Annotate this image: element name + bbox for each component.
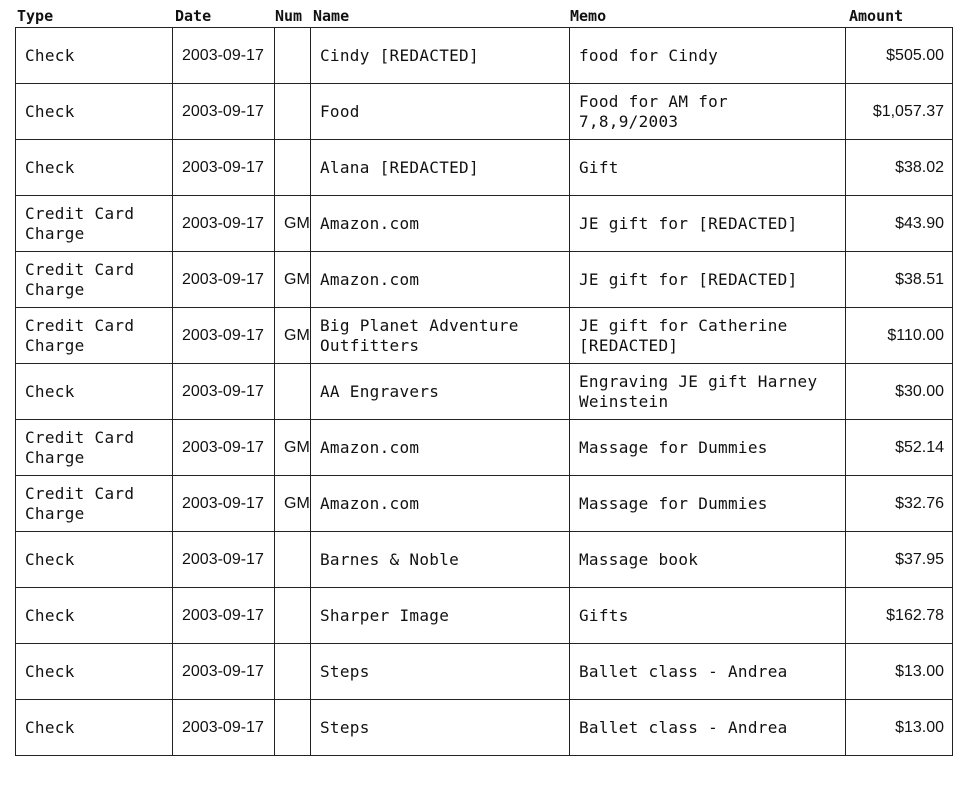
amount-cell: $30.00 xyxy=(846,364,953,420)
table-row xyxy=(16,308,953,364)
name-cell: Amazon.com xyxy=(311,196,570,252)
memo-cell: JE gift for [REDACTED] xyxy=(570,196,846,252)
memo-cell: Gift xyxy=(570,140,846,196)
num-cell xyxy=(275,28,311,84)
type-cell: Check xyxy=(16,532,173,588)
type-cell: Check xyxy=(16,364,173,420)
memo-cell: Ballet class - Andrea xyxy=(570,644,846,700)
table-row xyxy=(16,420,953,476)
date-cell: 2003-09-17 xyxy=(173,364,275,420)
num-cell: GM xyxy=(275,196,311,252)
date-cell: 2003-09-17 xyxy=(173,252,275,308)
num-cell xyxy=(275,532,311,588)
table-row xyxy=(16,644,953,700)
type-cell: Check xyxy=(16,644,173,700)
memo-cell: Ballet class - Andrea xyxy=(570,700,846,756)
table-row xyxy=(16,532,953,588)
amount-cell: $1,057.37 xyxy=(846,84,953,140)
num-cell xyxy=(275,84,311,140)
name-cell: Cindy [REDACTED] xyxy=(311,28,570,84)
num-cell xyxy=(275,588,311,644)
memo-cell: JE gift for Catherine [REDACTED] xyxy=(570,308,846,364)
name-cell: Big Planet Adventure Outfitters xyxy=(311,308,570,364)
memo-cell: Massage for Dummies xyxy=(570,420,846,476)
num-cell: GM xyxy=(275,308,311,364)
memo-cell: Food for AM for 7,8,9/2003 xyxy=(570,84,846,140)
num-cell: GM xyxy=(275,476,311,532)
name-cell: Steps xyxy=(311,644,570,700)
num-cell: GM xyxy=(275,420,311,476)
amount-cell: $38.02 xyxy=(846,140,953,196)
table-row xyxy=(16,476,953,532)
type-cell: Check xyxy=(16,84,173,140)
type-cell: Check xyxy=(16,140,173,196)
name-cell: Amazon.com xyxy=(311,252,570,308)
amount-cell: $52.14 xyxy=(846,420,953,476)
name-cell: Steps xyxy=(311,700,570,756)
amount-cell: $32.76 xyxy=(846,476,953,532)
column-header-date: Date xyxy=(175,7,212,25)
table-row xyxy=(16,196,953,252)
name-cell: Sharper Image xyxy=(311,588,570,644)
column-header-amount: Amount xyxy=(849,7,904,25)
type-cell: Check xyxy=(16,28,173,84)
memo-cell: JE gift for [REDACTED] xyxy=(570,252,846,308)
table-row xyxy=(16,252,953,308)
type-cell: Credit Card Charge xyxy=(16,196,173,252)
num-cell xyxy=(275,364,311,420)
date-cell: 2003-09-17 xyxy=(173,84,275,140)
name-cell: Amazon.com xyxy=(311,420,570,476)
column-header-memo: Memo xyxy=(570,7,607,25)
date-cell: 2003-09-17 xyxy=(173,140,275,196)
amount-cell: $110.00 xyxy=(846,308,953,364)
name-cell: Amazon.com xyxy=(311,476,570,532)
date-cell: 2003-09-17 xyxy=(173,308,275,364)
table-row xyxy=(16,84,953,140)
table-row xyxy=(16,140,953,196)
table-row xyxy=(16,588,953,644)
amount-cell: $43.90 xyxy=(846,196,953,252)
date-cell: 2003-09-17 xyxy=(173,420,275,476)
memo-cell: Massage for Dummies xyxy=(570,476,846,532)
date-cell: 2003-09-17 xyxy=(173,644,275,700)
table-row xyxy=(16,700,953,756)
amount-cell: $38.51 xyxy=(846,252,953,308)
memo-cell: food for Cindy xyxy=(570,28,846,84)
type-cell: Check xyxy=(16,700,173,756)
memo-cell: Massage book xyxy=(570,532,846,588)
table-row xyxy=(16,28,953,84)
column-header-type: Type xyxy=(17,7,54,25)
date-cell: 2003-09-17 xyxy=(173,476,275,532)
num-cell xyxy=(275,140,311,196)
num-cell xyxy=(275,700,311,756)
type-cell: Credit Card Charge xyxy=(16,308,173,364)
type-cell: Credit Card Charge xyxy=(16,420,173,476)
amount-cell: $13.00 xyxy=(846,700,953,756)
table-row xyxy=(16,364,953,420)
name-cell: AA Engravers xyxy=(311,364,570,420)
date-cell: 2003-09-17 xyxy=(173,700,275,756)
amount-cell: $162.78 xyxy=(846,588,953,644)
num-cell: GM xyxy=(275,252,311,308)
amount-cell: $13.00 xyxy=(846,644,953,700)
date-cell: 2003-09-17 xyxy=(173,196,275,252)
date-cell: 2003-09-17 xyxy=(173,28,275,84)
transactions-table xyxy=(15,27,953,756)
type-cell: Check xyxy=(16,588,173,644)
memo-cell: Engraving JE gift Harney Weinstein xyxy=(570,364,846,420)
date-cell: 2003-09-17 xyxy=(173,532,275,588)
column-header-num: Num xyxy=(275,7,303,25)
num-cell xyxy=(275,644,311,700)
name-cell: Alana [REDACTED] xyxy=(311,140,570,196)
column-header-name: Name xyxy=(313,7,350,25)
date-cell: 2003-09-17 xyxy=(173,588,275,644)
amount-cell: $37.95 xyxy=(846,532,953,588)
name-cell: Barnes & Noble xyxy=(311,532,570,588)
memo-cell: Gifts xyxy=(570,588,846,644)
type-cell: Credit Card Charge xyxy=(16,252,173,308)
type-cell: Credit Card Charge xyxy=(16,476,173,532)
amount-cell: $505.00 xyxy=(846,28,953,84)
name-cell: Food xyxy=(311,84,570,140)
